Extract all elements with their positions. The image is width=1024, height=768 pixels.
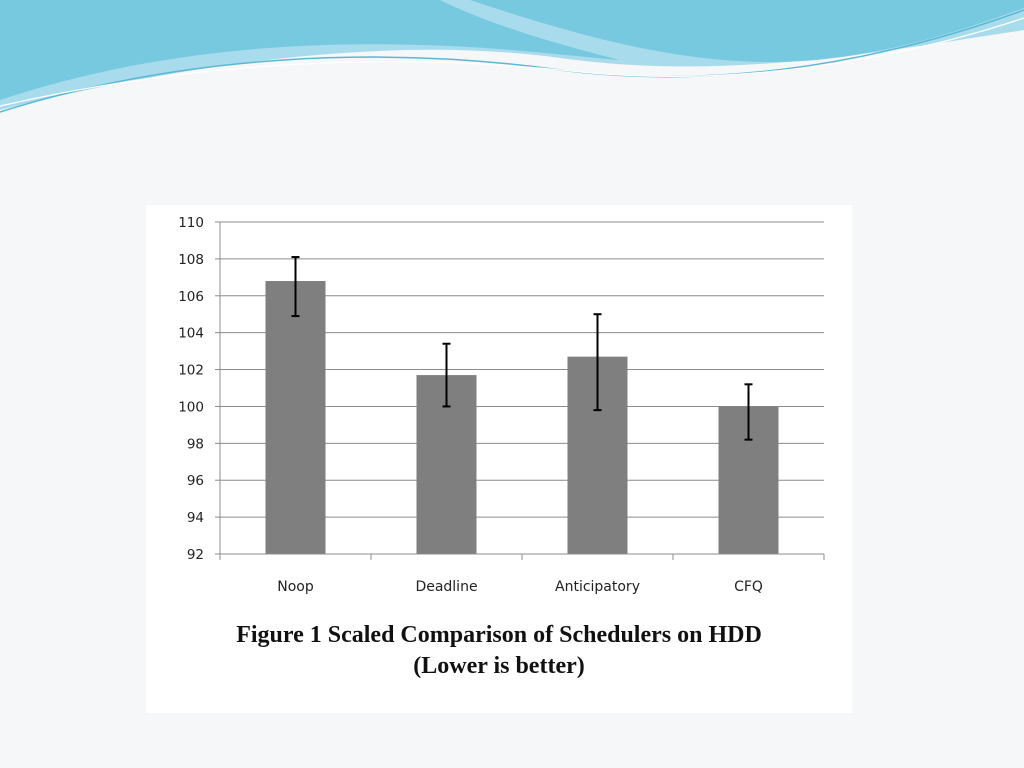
y-tick-label: 106 [178,288,204,305]
caption-line-2: (Lower is better) [413,653,585,679]
x-category-label: Deadline [415,579,478,595]
bar-chart [146,205,852,615]
x-category-label: Noop [277,579,314,595]
y-tick-label: 102 [178,362,204,379]
x-category-label: Anticipatory [555,579,640,595]
y-tick-label: 94 [186,510,204,527]
y-tick-label: 108 [178,251,204,268]
y-tick-label: 96 [186,473,204,490]
y-tick-label: 98 [186,436,204,453]
chart-error-bars [292,257,753,440]
figure-caption [146,620,852,682]
y-tick-label: 92 [186,547,204,563]
y-tick-label: 100 [178,399,204,416]
caption-line-1: Figure 1 Scaled Comparison of Schedulers on HDD [236,622,762,648]
chart-bars [266,281,779,554]
bar-noop [266,281,326,554]
y-tick-label: 110 [178,215,204,231]
x-category-label: CFQ [734,579,763,595]
y-tick-label: 104 [178,325,204,342]
figure-panel [146,205,852,713]
